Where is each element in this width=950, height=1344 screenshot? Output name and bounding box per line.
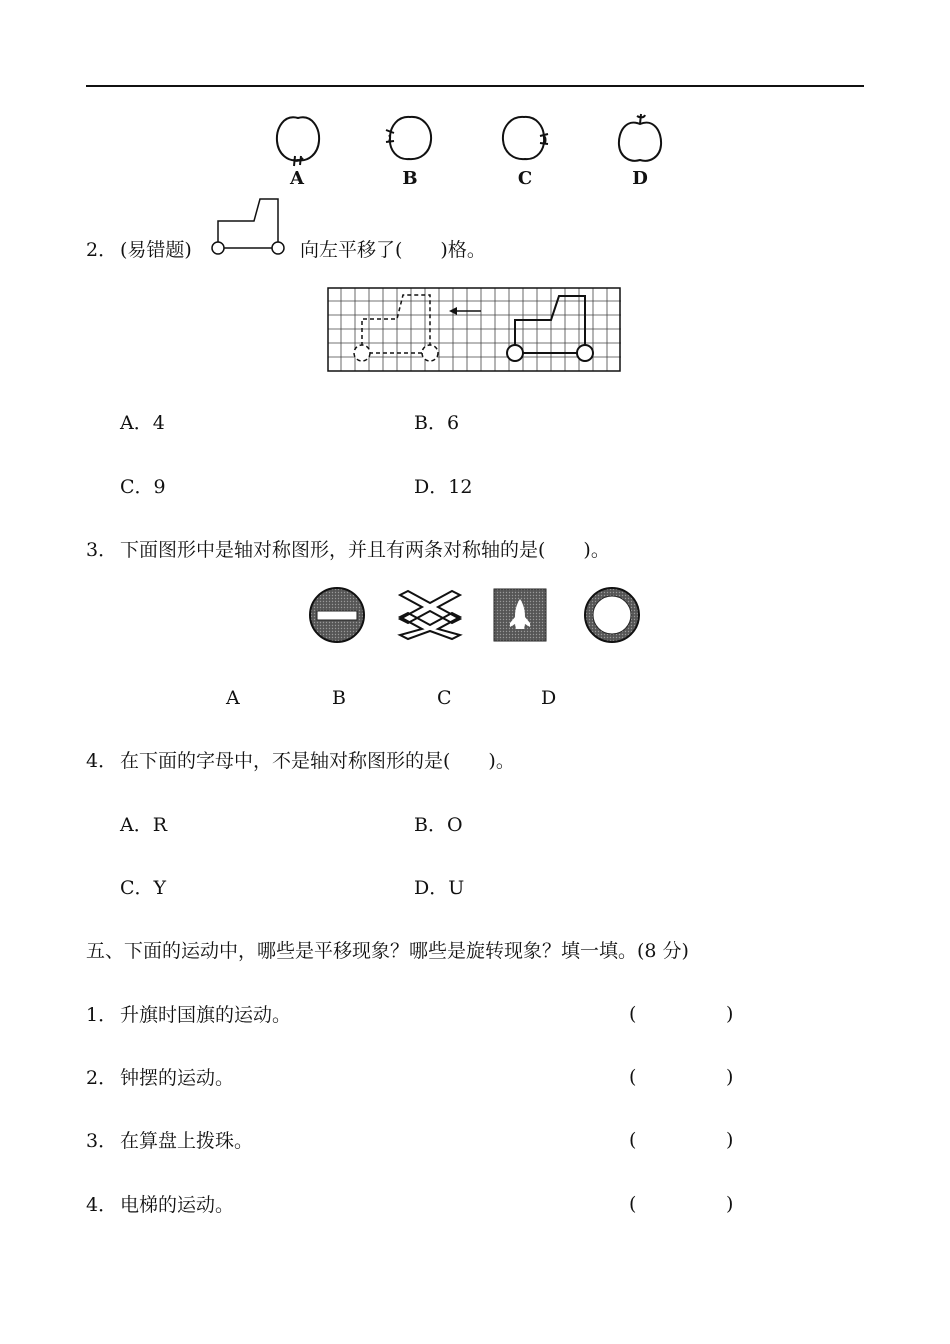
q2-option-a: A．4	[120, 412, 165, 434]
s5-item-3-paren-close: )	[726, 1129, 734, 1151]
apple-d-icon	[619, 114, 661, 161]
no-entry-sign-icon	[310, 588, 364, 642]
s5-item-4-paren-close: )	[726, 1193, 734, 1215]
truck-icon	[208, 196, 294, 258]
s5-item-4-paren-open: (	[629, 1193, 637, 1215]
section5-title: 五、下面的运动中，哪些是平移现象？哪些是旋转现象？填一填。(8 分)	[86, 940, 689, 962]
q1-label-b: B	[402, 168, 418, 189]
q2-option-b: B．6	[414, 412, 460, 434]
q3-label-b: B	[332, 687, 346, 709]
s5-item-2-paren-open: (	[629, 1066, 637, 1088]
crossing-sign-icon	[400, 591, 460, 639]
s5-item-4-number: 4．	[86, 1194, 118, 1216]
q3-question: 下面图形中是轴对称图形，并且有两条对称轴的是( )。	[120, 539, 610, 561]
q2-number: 2．	[86, 239, 118, 261]
q4-option-a: A．R	[120, 814, 168, 836]
s5-item-2-number: 2．	[86, 1067, 118, 1089]
s5-item-1-paren-close: )	[726, 1003, 734, 1025]
symmetry-figures	[305, 585, 645, 645]
q1-label-a: A	[290, 168, 304, 189]
q3-label-d: D	[541, 687, 557, 709]
q2-option-c: C．9	[120, 476, 166, 498]
s5-item-3-paren-open: (	[629, 1129, 637, 1151]
translation-grid	[327, 287, 623, 373]
apple-b-icon	[386, 117, 431, 159]
s5-item-4-text: 电梯的运动。	[120, 1194, 235, 1216]
apple-a-icon	[277, 117, 319, 166]
solid-truck	[507, 296, 593, 361]
rocket-square-icon	[494, 589, 546, 641]
s5-item-3-text: 在算盘上拨珠。	[120, 1130, 254, 1152]
q3-number: 3．	[86, 539, 118, 561]
q2-tag: (易错题)	[120, 239, 192, 261]
s5-item-1-text: 升旗时国旗的运动。	[120, 1004, 292, 1026]
q4-option-b: B．O	[414, 814, 463, 836]
s5-item-3-number: 3．	[86, 1130, 118, 1152]
top-rule	[86, 85, 864, 87]
q2-option-d: D．12	[414, 476, 473, 498]
s5-item-2-paren-close: )	[726, 1066, 734, 1088]
q3-label-a: A	[226, 687, 240, 709]
s5-item-2-text: 钟摆的运动。	[120, 1067, 235, 1089]
q4-number: 4．	[86, 750, 118, 772]
q4-option-d: D．U	[414, 877, 465, 899]
q4-option-c: C．Y	[120, 877, 167, 899]
left-arrow-icon	[449, 307, 481, 315]
apple-c-icon	[503, 117, 548, 159]
q4-question: 在下面的字母中，不是轴对称图形的是( )。	[120, 750, 515, 772]
apple-figures	[260, 108, 680, 168]
q2-question: 向左平移了( )格。	[300, 239, 486, 261]
q1-label-c: C	[517, 168, 533, 189]
s5-item-1-number: 1．	[86, 1004, 118, 1026]
s5-item-1-paren-open: (	[629, 1003, 637, 1025]
q1-label-d: D	[632, 168, 648, 189]
ring-sign-icon	[585, 588, 639, 642]
q3-label-c: C	[437, 687, 452, 709]
